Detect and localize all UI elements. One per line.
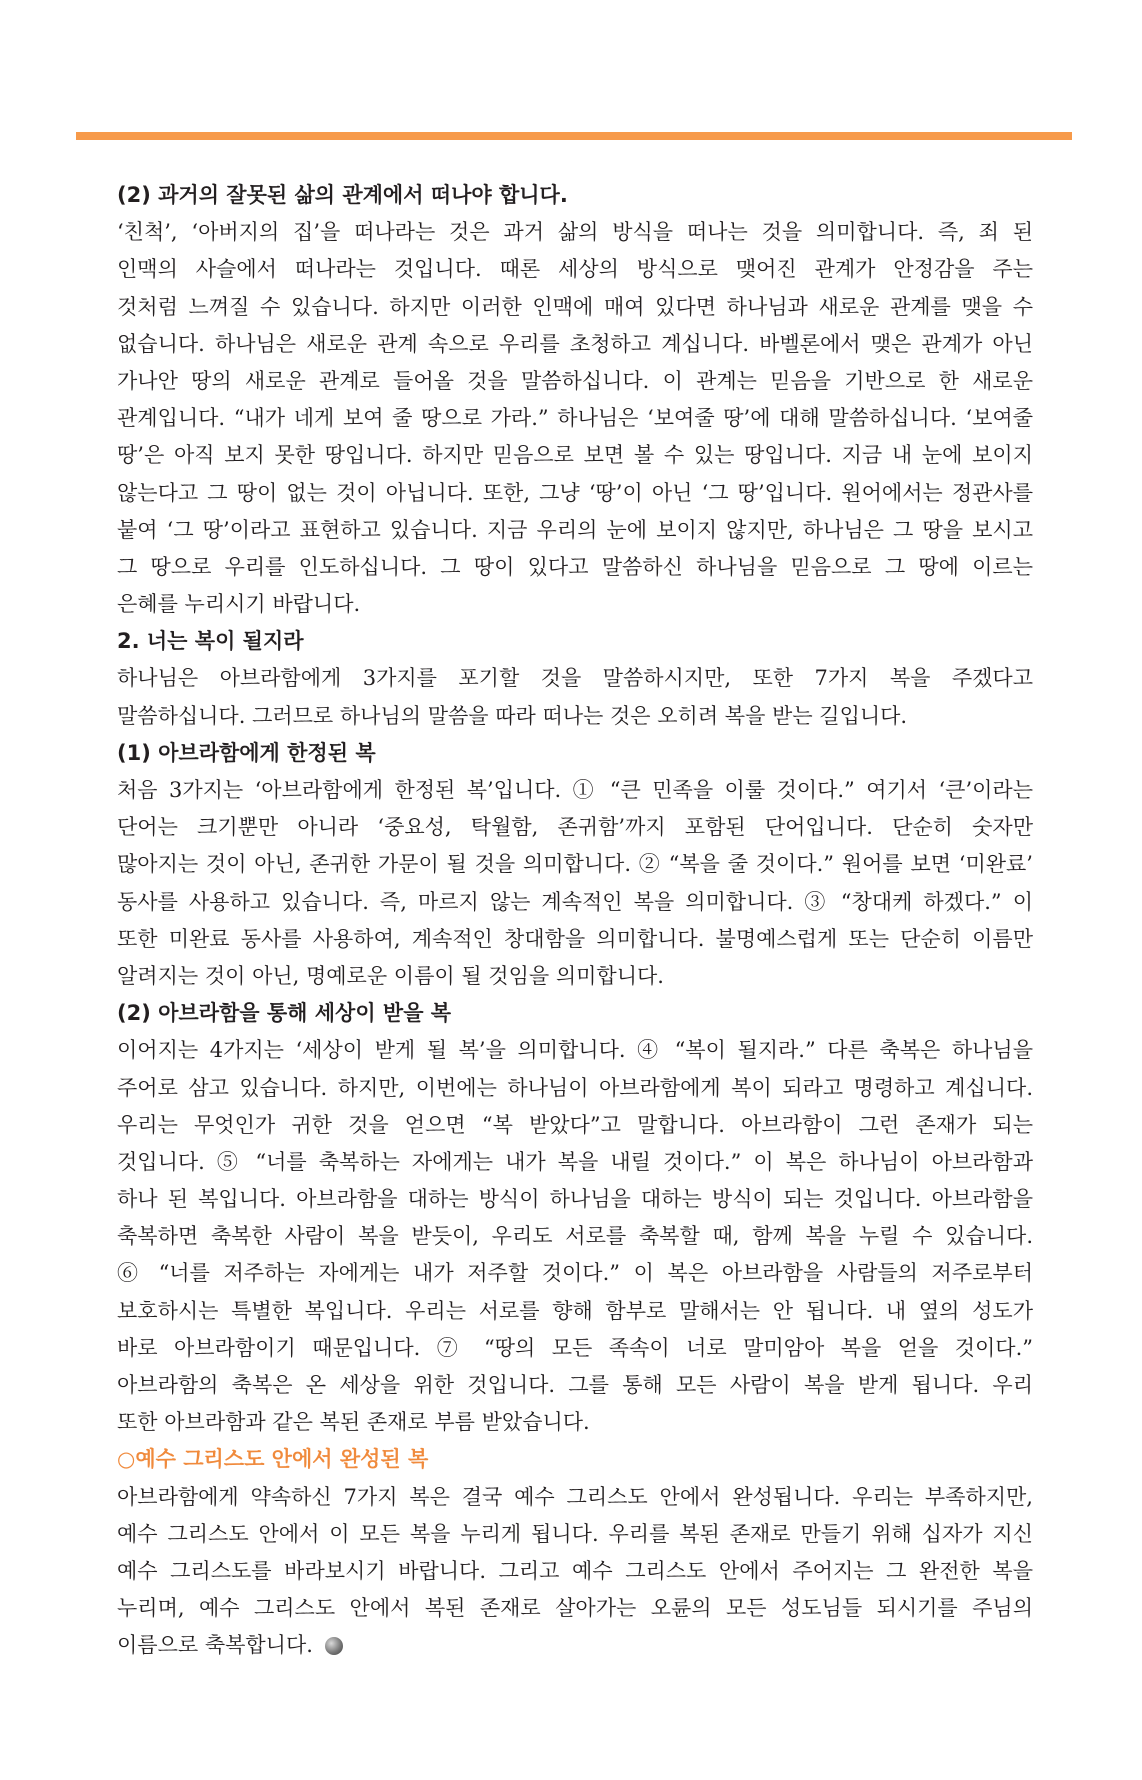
body-line: 관계입니다. “내가 네게 보여 줄 땅으로 가라.” 하나님은 ‘보여줄 땅’에 대해 말씀하십니다. ‘보여줄 <box>117 406 1033 431</box>
body-line: 우리는 무엇인가 귀한 것을 얻으면 “복 받았다”고 말합니다. 아브라함이 그런 존재가 되는 <box>117 1112 1033 1137</box>
body-line: 단어는 크기뿐만 아니라 ‘중요성, 탁월함, 존귀함’까지 포함된 단어입니다. 단순히 숫자만 <box>117 815 1033 840</box>
body-line: 누리며, 예수 그리스도 안에서 복된 존재로 살아가는 오륜의 모든 성도님들 되시기를 주님의 <box>117 1596 1033 1621</box>
body-line: 인맥의 사슬에서 떠나라는 것입니다. 때론 세상의 방식으로 맺어진 관계가 안정감을 주는 <box>117 257 1033 282</box>
section-heading: (1) 아브라함에게 한정된 복 <box>117 740 376 765</box>
section-heading: (2) 과거의 잘못된 삶의 관계에서 떠나야 합니다. <box>117 183 568 207</box>
body-line: 않는다고 그 땅이 없는 것이 아닙니다. 또한, 그냥 ‘땅’이 아닌 ‘그 땅’입니다. 원어에서는 정관사를 <box>117 480 1033 505</box>
top-orange-rule <box>76 132 1072 140</box>
body-line: 동사를 사용하고 있습니다. 즉, 마르지 않는 계속적인 복을 의미합니다. ③ “창대케 하겠다.” 이 <box>117 889 1033 914</box>
closing-text: 이름으로 축복합니다. <box>117 1633 313 1658</box>
body-line-last <box>117 1627 1033 1664</box>
body-line-last: 은혜를 누리시기 바랍니다. <box>117 592 361 617</box>
body-line: 보호하시는 특별한 복입니다. 우리는 서로를 향해 함부로 말해서는 안 됩니다. 내 옆의 성도가 <box>117 1298 1033 1323</box>
body-line-last: 또한 아브라함과 같은 복된 존재로 부름 받았습니다. <box>117 1410 590 1435</box>
body-line: 이어지는 4가지는 ‘세상이 받게 될 복’을 의미합니다. ④ “복이 될지라.” 다른 축복은 하나님을 <box>117 1038 1033 1063</box>
body-line: ⑥ “너를 저주하는 자에게는 내가 저주할 것이다.” 이 복은 아브라함을 사람들의 저주로부터 <box>117 1261 1033 1286</box>
body-line: 많아지는 것이 아닌, 존귀한 가문이 될 것을 의미합니다. ② “복을 줄 것이다.” 원어를 보면 ‘미완료’ <box>117 852 1033 877</box>
body-line-last: 말씀하십니다. 그러므로 하나님의 말씀을 따라 떠나는 것은 오히려 복을 받는 길입니다. <box>117 703 908 728</box>
body-line: 아브라함의 축복은 온 세상을 위한 것입니다. 그를 통해 모든 사람이 복을 받게 됩니다. 우리 <box>117 1373 1033 1397</box>
body-line: 아브라함에게 약속하신 7가지 복은 결국 예수 그리스도 안에서 완성됩니다. 우리는 부족하지만, <box>117 1484 1033 1509</box>
section-heading: 2. 너는 복이 될지라 <box>117 629 304 654</box>
body-line: 예수 그리스도 안에서 이 모든 복을 누리게 됩니다. 우리를 복된 존재로 만들기 위해 십자가 지신 <box>117 1521 1033 1546</box>
accent-heading: ○예수 그리스도 안에서 완성된 복 <box>117 1447 429 1472</box>
article-body <box>117 177 1033 1665</box>
body-line: 처음 3가지는 ‘아브라함에게 한정된 복’입니다. ① “큰 민족을 이룰 것이다.” 여기서 ‘큰’이라는 <box>117 778 1033 802</box>
body-line: 축복하면 축복한 사람이 복을 받듯이, 우리도 서로를 축복할 때, 함께 복을 누릴 수 있습니다. <box>117 1224 1033 1249</box>
body-line: 하나님은 아브라함에게 3가지를 포기할 것을 말씀하시지만, 또한 7가지 복을 주겠다고 <box>117 666 1033 691</box>
body-line: 없습니다. 하나님은 새로운 관계 속으로 우리를 초청하고 계십니다. 바벨론에서 맺은 관계가 아닌 <box>117 331 1033 356</box>
body-line: ‘친척’, ‘아버지의 집’을 떠나라는 것은 과거 삶의 방식을 떠나는 것을 의미합니다. 즉, 죄 된 <box>117 220 1033 245</box>
body-line: 가나안 땅의 새로운 관계로 들어올 것을 말씀하십니다. 이 관계는 믿음을 기반으로 한 새로운 <box>117 368 1033 393</box>
end-mark-icon <box>325 1637 343 1655</box>
section-heading: (2) 아브라함을 통해 세상이 받을 복 <box>117 1001 452 1026</box>
body-line-last: 알려지는 것이 아닌, 명예로운 이름이 될 것임을 의미합니다. <box>117 963 664 988</box>
body-line: 하나 된 복입니다. 아브라함을 대하는 방식이 하나님을 대하는 방식이 되는 것입니다. 아브라함을 <box>117 1187 1033 1212</box>
body-line: 바로 아브라함이기 때문입니다. ⑦ “땅의 모든 족속이 너로 말미암아 복을 얻을 것이다.” <box>117 1335 1033 1360</box>
body-line: 붙여 ‘그 땅’이라고 표현하고 있습니다. 지금 우리의 눈에 보이지 않지만, 하나님은 그 땅을 보시고 <box>117 517 1033 542</box>
body-line: 땅’은 아직 보지 못한 땅입니다. 하지만 믿음으로 보면 볼 수 있는 땅입니다. 지금 내 눈에 보이지 <box>117 443 1033 468</box>
body-line: 또한 미완료 동사를 사용하여, 계속적인 창대함을 의미합니다. 불명예스럽게 또는 단순히 이름만 <box>117 926 1033 951</box>
body-line: 주어로 삼고 있습니다. 하지만, 이번에는 하나님이 아브라함에게 복이 되라고 명령하고 계십니다. <box>117 1075 1033 1100</box>
body-line: 것입니다. ⑤ “너를 축복하는 자에게는 내가 복을 내릴 것이다.” 이 복은 하나님이 아브라함과 <box>117 1149 1033 1174</box>
body-line: 것처럼 느껴질 수 있습니다. 하지만 이러한 인맥에 매여 있다면 하나님과 새로운 관계를 맺을 수 <box>117 294 1033 319</box>
body-line: 그 땅으로 우리를 인도하십니다. 그 땅이 있다고 말씀하신 하나님을 믿음으로 그 땅에 이르는 <box>117 554 1033 579</box>
body-line: 예수 그리스도를 바라보시기 바랍니다. 그리고 예수 그리스도 안에서 주어지는 그 완전한 복을 <box>117 1558 1033 1583</box>
